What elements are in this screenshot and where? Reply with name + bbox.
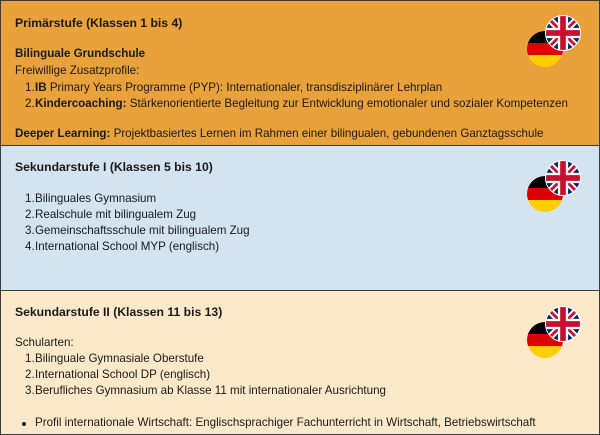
business-profile-text: Profil internationale Wirtschaft: Englischsprachiger Fachunterricht in Wirtschaft, Betriebswirtschaft: [35, 416, 536, 429]
bullet-dot: [22, 422, 26, 426]
list-item: 2.Kindercoaching: Stärkenorientierte Begleitung zur Entwicklung emotionaler und sozialer Kompetenzen: [25, 97, 568, 110]
school-types-label: Schularten:: [15, 336, 74, 349]
list-item: 1.IB Primary Years Programme (PYP): Internationaler, transdisziplinärer Lehrplan: [25, 81, 443, 94]
secondary1-panel: [0, 145, 600, 291]
language-flags: [527, 15, 581, 69]
primary-panel: [0, 0, 600, 146]
list-item-text: Gemeinschaftsschule mit bilingualem Zug: [35, 224, 250, 237]
deeper-learning-line: [15, 127, 543, 140]
list-item: 3.Gemeinschaftsschule mit bilingualem Zug: [25, 224, 250, 237]
deeper-learning-label: Deeper Learning:: [15, 127, 111, 140]
uk-flag-icon: [545, 15, 581, 51]
list-item-bold: Kindercoaching:: [35, 97, 127, 110]
deeper-learning-text: Projektbasiertes Lernen im Rahmen einer bilingualen, gebundenen Ganztagsschule: [110, 127, 544, 140]
list-item-text: International School MYP (englisch): [35, 240, 220, 253]
list-item: 2.Realschule mit bilingualem Zug: [25, 208, 197, 221]
list-item-text: International School DP (englisch): [35, 368, 211, 381]
list-item-text: Stärkenorientierte Begleitung zur Entwicklung emotionaler und sozialer Kompetenzen: [126, 97, 568, 110]
list-item-text: Primary Years Programme (PYP): Internationaler, transdisziplinärer Lehrplan: [46, 81, 443, 94]
list-item: 1.Bilinguale Gymnasiale Oberstufe: [25, 352, 204, 365]
list-item-text: Realschule mit bilingualem Zug: [35, 208, 197, 221]
list-item-text: Berufliches Gymnasium ab Klasse 11 mit internationaler Ausrichtung: [35, 384, 386, 397]
list-item: 3.Berufliches Gymnasium ab Klasse 11 mit internationaler Ausrichtung: [25, 384, 386, 397]
language-flags: [527, 160, 581, 214]
secondary2-title: Sekundarstufe II (Klassen 11 bis 13): [15, 305, 223, 319]
bilingual-primary-heading: Bilinguale Grundschule: [15, 47, 146, 60]
language-flags: [527, 306, 581, 360]
secondary1-title: Sekundarstufe I (Klassen 5 bis 10): [15, 160, 213, 174]
list-item: 1.Bilinguales Gymnasium: [25, 192, 157, 205]
list-item: 2.International School DP (englisch): [25, 368, 211, 381]
uk-flag-icon: [545, 160, 581, 196]
list-item: 4.International School MYP (englisch): [25, 240, 220, 253]
list-item-bold: IB: [35, 81, 47, 94]
list-item-text: Bilinguale Gymnasiale Oberstufe: [35, 352, 204, 365]
secondary2-panel: [0, 290, 600, 435]
list-item-text: Bilinguales Gymnasium: [35, 192, 157, 205]
uk-flag-icon: [545, 306, 581, 342]
optional-profiles-intro: Freiwillige Zusatzprofile:: [15, 64, 140, 77]
primary-title: Primärstufe (Klassen 1 bis 4): [15, 16, 183, 30]
